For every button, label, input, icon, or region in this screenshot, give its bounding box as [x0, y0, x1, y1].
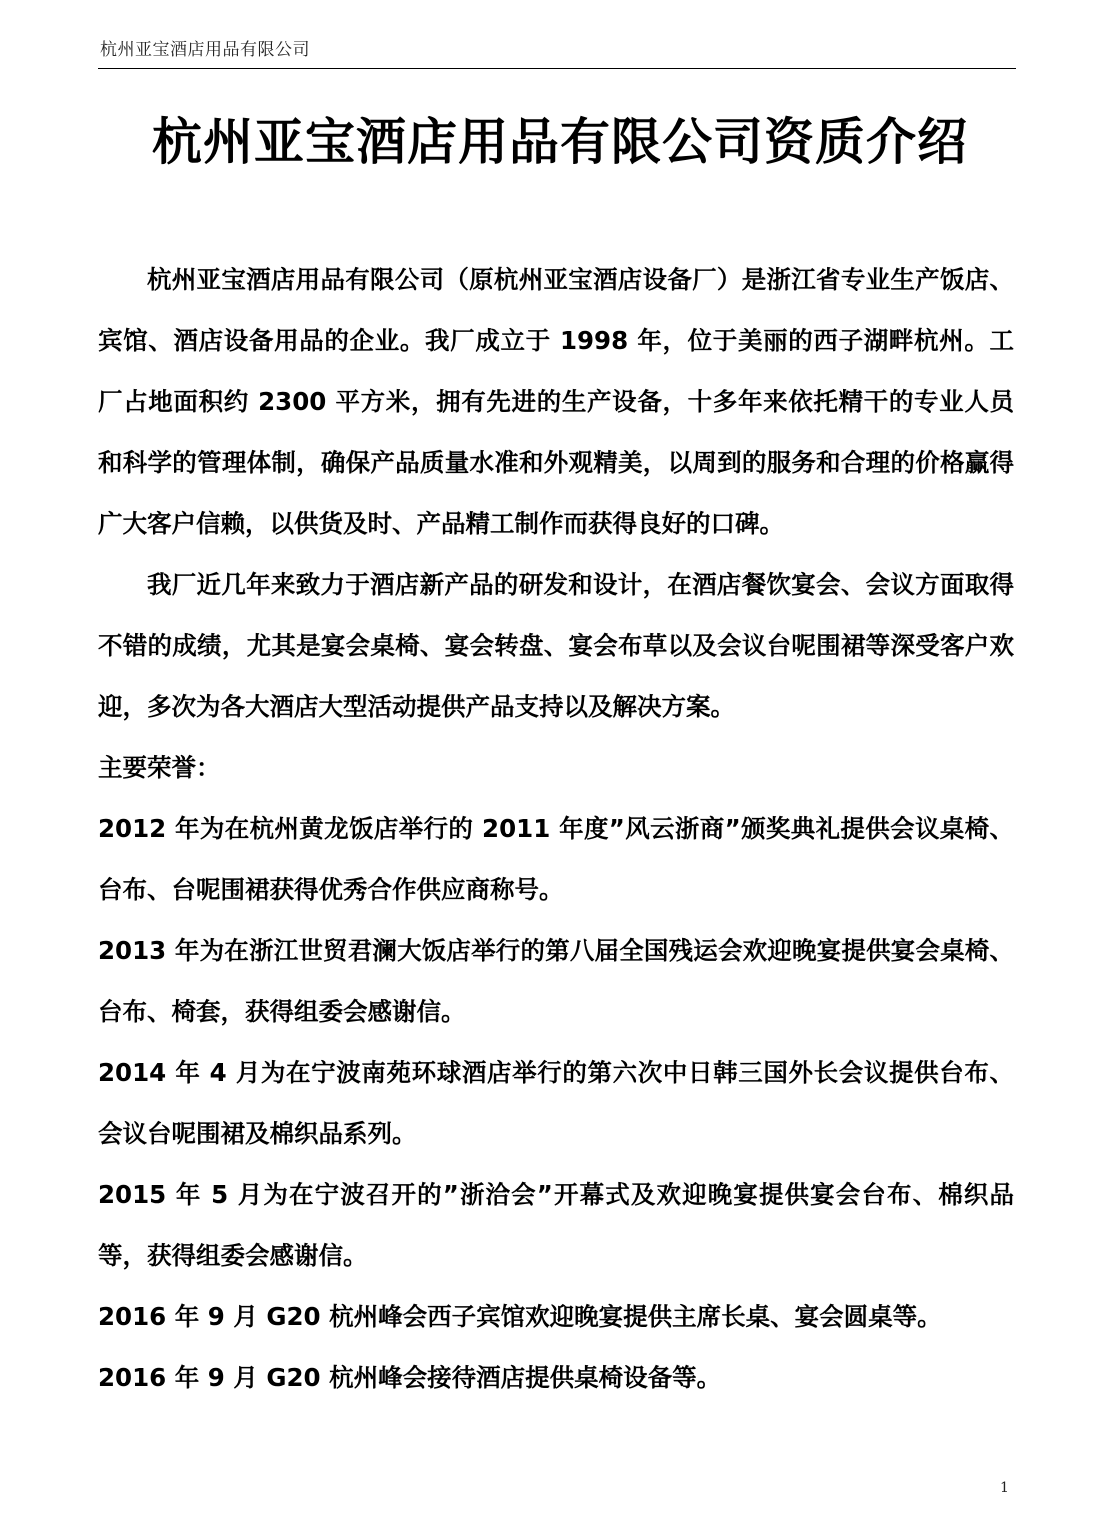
honor-item: 2016 年 9 月 G20 杭州峰会接待酒店提供桌椅设备等。 [98, 1363, 722, 1392]
running-header: 杭州亚宝酒店用品有限公司 [100, 40, 310, 60]
honor-item: 2012 年为在杭州黄龙饭店举行的 2011 年度”风云浙商”颁奖典礼提供会议桌椅、台布、台呢围裙获得优秀合作供应商称号。 [98, 814, 1014, 904]
honor-item: 2013 年为在浙江世贸君澜大饭店举行的第八届全国残运会欢迎晚宴提供宴会桌椅、台布、椅套，获得组委会感谢信。 [98, 936, 1014, 1026]
honor-item: 2014 年 4 月为在宁波南苑环球酒店举行的第六次中日韩三国外长会议提供台布、会议台呢围裙及棉织品系列。 [98, 1058, 1014, 1148]
page-number: 1 [1000, 1480, 1009, 1496]
honors-heading: 主要荣誉： [98, 753, 221, 782]
honor-item: 2015 年 5 月为在宁波召开的”浙洽会”开幕式及欢迎晚宴提供宴会台布、棉织品等，获得组委会感谢信。 [98, 1180, 1014, 1270]
document-title: 杭州亚宝酒店用品有限公司资质介绍 [152, 113, 968, 171]
honor-item: 2016 年 9 月 G20 杭州峰会西子宾馆欢迎晚宴提供主席长桌、宴会圆桌等。 [98, 1302, 942, 1331]
document-body [98, 249, 1014, 1408]
header-divider [98, 68, 1016, 69]
intro-paragraph: 杭州亚宝酒店用品有限公司（原杭州亚宝酒店设备厂）是浙江省专业生产饭店、宾馆、酒店设备用品的企业。我厂成立于 1998 年，位于美丽的西子湖畔杭州。工厂占地面积约 2300 平方米，拥有先进的生产设备，十多年来依托精干的专业人员和科学的管理体制，确保产品质量水准和外观精美，以周到的服务和合理的价格赢得广大客户信赖，以供货及时、产品精工制作而获得良好的口碑。 [98, 265, 1014, 538]
products-paragraph: 我厂近几年来致力于酒店新产品的研发和设计，在酒店餐饮宴会、会议方面取得不错的成绩，尤其是宴会桌椅、宴会转盘、宴会布草以及会议台呢围裙等深受客户欢迎，多次为各大酒店大型活动提供产品支持以及解决方案。 [98, 570, 1014, 721]
